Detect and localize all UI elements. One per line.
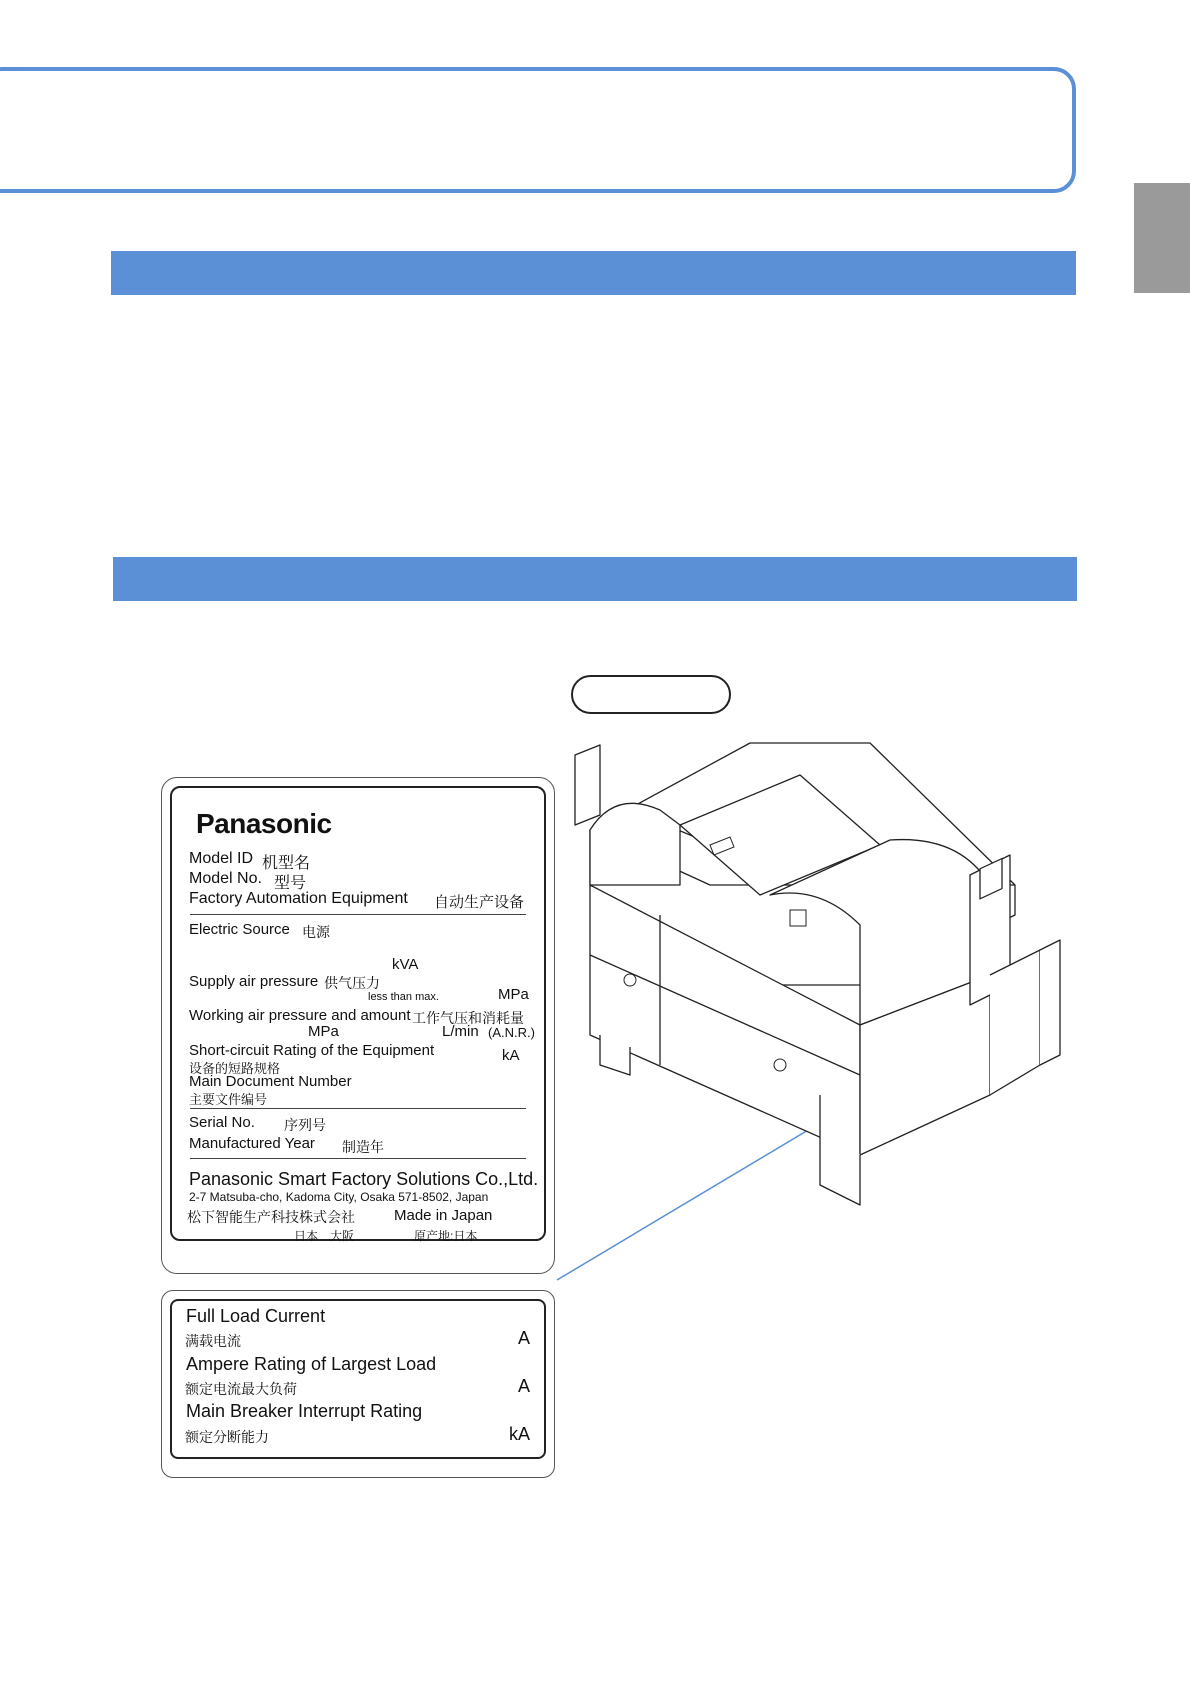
main-doc-label-cn: 主要文件编号 xyxy=(189,1092,268,1107)
working-air-label: Working air pressure and amount xyxy=(189,1007,411,1024)
electric-source-label-cn: 电源 xyxy=(302,924,330,940)
model-no-label-cn: 型号 xyxy=(274,875,307,892)
mpa-unit-1: MPa xyxy=(498,986,529,1003)
serial-label: Serial No. xyxy=(189,1114,255,1131)
city-cn: 日本 大阪 xyxy=(294,1229,355,1243)
company-name: Panasonic Smart Factory Solutions Co.,Ltd. xyxy=(189,1169,539,1189)
machine-illustration xyxy=(570,735,1080,1215)
mfg-year-label-cn: 制造年 xyxy=(342,1139,384,1155)
section-header-bar-2 xyxy=(113,557,1077,601)
short-circuit-label: Short-circuit Rating of the Equipment xyxy=(189,1042,435,1059)
breaker-label: Main Breaker Interrupt Rating xyxy=(186,1401,423,1421)
chapter-title-frame xyxy=(0,67,1076,193)
main-doc-label: Main Document Number xyxy=(189,1073,352,1090)
full-load-label: Full Load Current xyxy=(186,1306,326,1326)
full-load-label-cn: 满载电流 xyxy=(185,1333,241,1349)
brand-logo: Panasonic xyxy=(196,808,332,839)
fae-label: Factory Automation Equipment xyxy=(189,890,408,907)
model-id-label: Model ID xyxy=(189,850,254,867)
serial-label-cn: 序列号 xyxy=(284,1117,326,1133)
short-circuit-label-cn: 设备的短路规格 xyxy=(189,1061,281,1076)
working-air-label-cn: 工作气压和消耗量 xyxy=(412,1010,524,1026)
supply-air-label-cn: 供气压力 xyxy=(324,975,380,991)
anr-unit: (A.N.R.) xyxy=(488,1025,535,1040)
supply-air-label: Supply air pressure xyxy=(189,973,319,990)
fae-label-cn: 自动生产设备 xyxy=(434,894,525,911)
ampere-rating-label-cn: 额定电流最大负荷 xyxy=(185,1381,297,1397)
ka-unit: kA xyxy=(502,1047,520,1064)
chapter-side-tab xyxy=(1134,183,1190,293)
ampere-rating-label: Ampere Rating of Largest Load xyxy=(186,1354,437,1374)
nameplate-inner-frame xyxy=(170,786,546,1241)
less-than-max: less than max. xyxy=(368,991,439,1003)
divider-3 xyxy=(190,1158,526,1159)
model-no-label: Model No. xyxy=(189,870,262,887)
mpa-unit-2: MPa xyxy=(308,1023,339,1040)
origin-cn: 原产地:日本 xyxy=(414,1229,478,1243)
company-address: 2-7 Matsuba-cho, Kadoma City, Osaka 571-8502, Japan xyxy=(189,1190,489,1204)
model-id-label-cn: 机型名 xyxy=(262,855,311,872)
ampere-rating-unit: A xyxy=(517,1376,530,1396)
mfg-year-label: Manufactured Year xyxy=(189,1135,315,1152)
divider-2 xyxy=(190,1108,526,1109)
current-rating-inner-frame xyxy=(170,1299,546,1459)
figure-caption-pill xyxy=(571,675,731,714)
electric-source-label: Electric Source xyxy=(189,921,290,938)
company-name-cn: 松下智能生产科技株式会社 xyxy=(187,1209,355,1225)
section-header-bar-1 xyxy=(111,251,1076,295)
full-load-unit: A xyxy=(517,1328,530,1348)
current-rating-label xyxy=(161,1290,555,1478)
divider-1 xyxy=(190,914,526,915)
breaker-unit: kA xyxy=(508,1424,530,1444)
lmin-unit: L/min xyxy=(442,1023,479,1040)
made-in-japan: Made in Japan xyxy=(394,1207,493,1224)
breaker-label-cn: 额定分断能力 xyxy=(185,1429,269,1445)
nameplate-label xyxy=(161,777,555,1274)
kva-unit: kVA xyxy=(392,956,419,973)
